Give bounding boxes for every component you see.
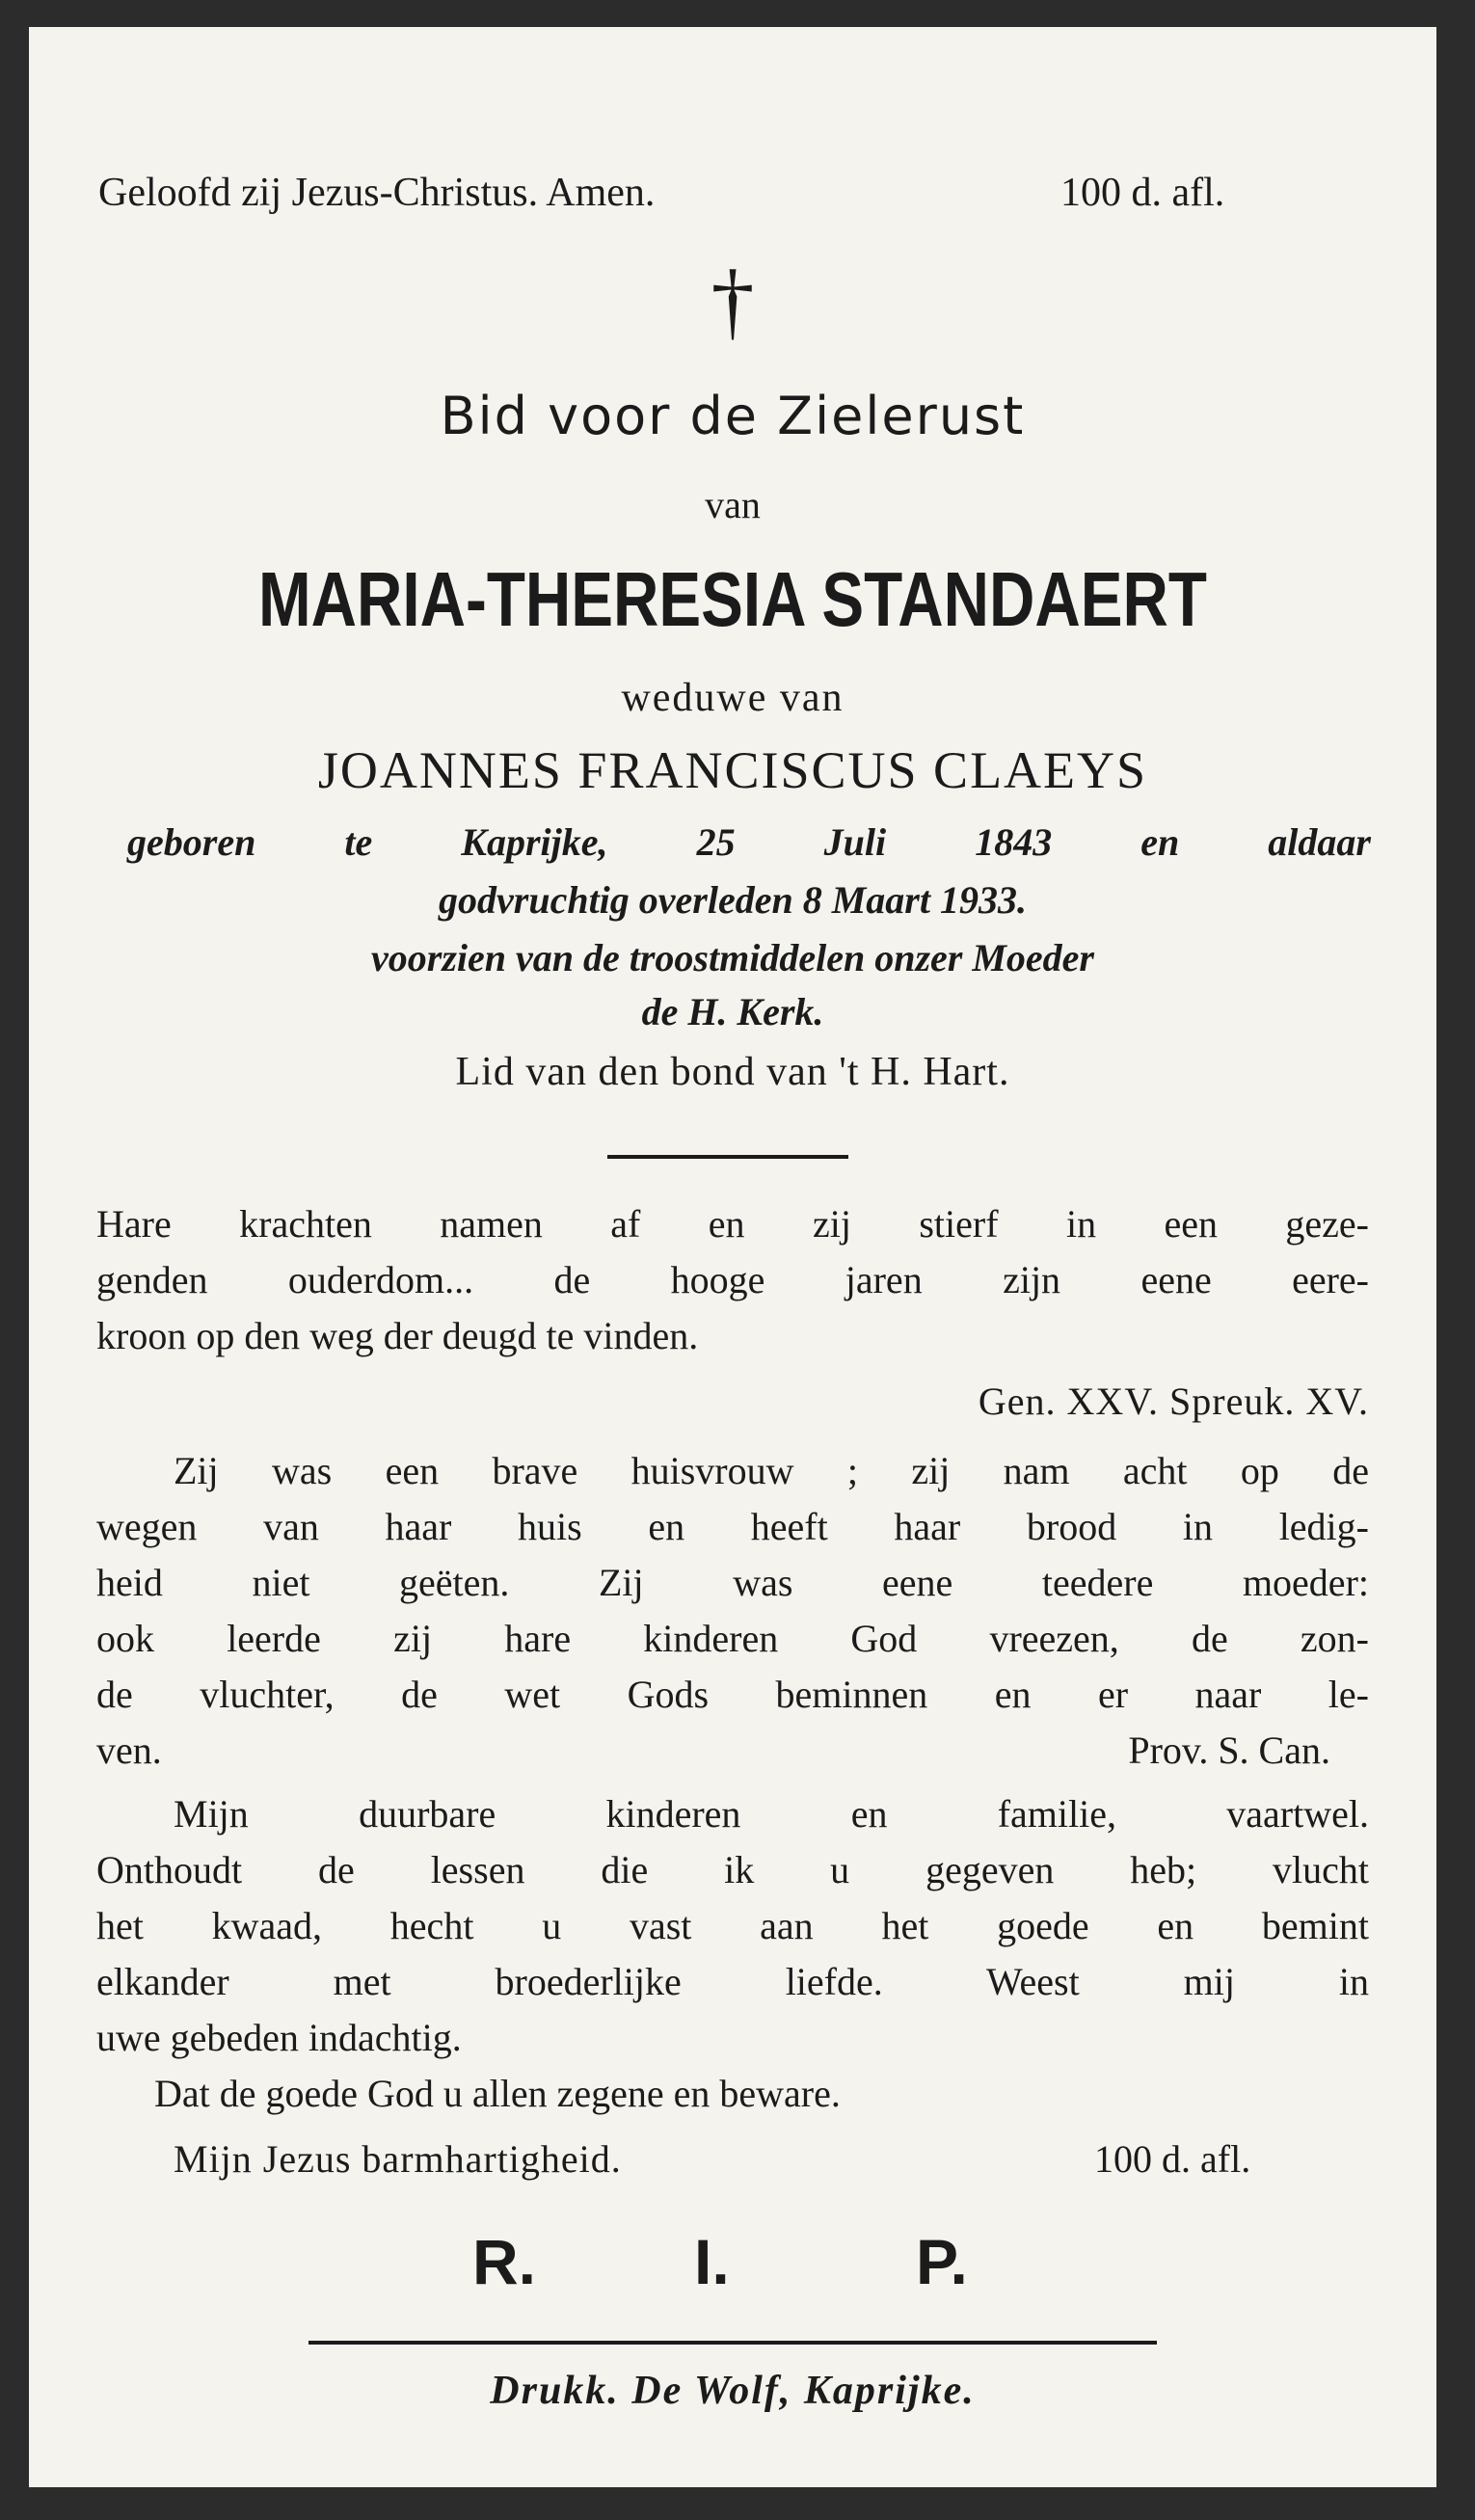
verse2-line-3: heid niet geëten. Zij was eene teedere moeder: <box>96 1561 1369 1604</box>
header-invocation: Geloofd zij Jezus-Christus. Amen. <box>98 171 656 215</box>
verse1-line-1: Hare krachten namen af en zij stierf in een geze- <box>96 1202 1369 1246</box>
rip-r: R. <box>472 2226 536 2297</box>
details-line-1: geboren te Kaprijke, 25 Juli 1843 en aldaar <box>127 820 1371 864</box>
prayer-request: Bid voor de Zielerust <box>440 386 1026 446</box>
short-divider <box>607 1155 848 1159</box>
details-line-3: voorzien van de troostmiddelen onzer Moeder <box>371 936 1094 979</box>
farewell-line-2: Onthoudt de lessen die ik u gegeven heb; vlucht <box>96 1848 1369 1891</box>
verse2-line-2: wegen van haar huis en heeft haar brood in ledig- <box>96 1505 1369 1548</box>
verse2-line-5: de vluchter, de wet Gods beminnen en er naar le- <box>96 1673 1369 1716</box>
details-line-4: de H. Kerk. <box>641 990 824 1033</box>
cross-icon: † <box>711 254 755 349</box>
farewell-line-1: Mijn duurbare kinderen en familie, vaartwel. <box>174 1792 1369 1836</box>
van-label: van <box>705 483 761 526</box>
farewell-line-5: uwe gebeden indachtig. <box>96 2016 462 2059</box>
spouse-name: JOANNES FRANCISCUS CLAEYS <box>317 741 1148 799</box>
printer-credit: Drukk. De Wolf, Kaprijke. <box>490 2369 976 2413</box>
header-indulgence: 100 d. afl. <box>1060 171 1225 215</box>
farewell-line-4: elkander met broederlijke liefde. Weest mij in <box>96 1960 1369 2003</box>
farewell-line-6: Dat de goede God u allen zegene en beware. <box>154 2072 841 2115</box>
deceased-name: MARIA-THERESIA STANDAERT <box>258 556 1207 642</box>
rip-p: P. <box>916 2226 968 2297</box>
rip-i: I. <box>694 2226 730 2297</box>
details-line-5: Lid van den bond van 't H. Hart. <box>455 1050 1010 1094</box>
verse2-line-4: ook leerde zij hare kinderen God vreezen, de zon- <box>96 1617 1369 1660</box>
bottom-divider <box>308 2341 1157 2345</box>
verse1-line-3: kroon op den weg der deugd te vinden. <box>96 1314 699 1357</box>
verse2-line-1: Zij was een brave huisvrouw ; zij nam acht op de <box>174 1449 1369 1492</box>
verse1-reference: Gen. XXV. Spreuk. XV. <box>978 1380 1369 1423</box>
farewell-line-3: het kwaad, hecht u vast aan het goede en bemint <box>96 1904 1369 1947</box>
verse1-line-2: genden ouderdom... de hooge jaren zijn eene eere- <box>96 1258 1369 1301</box>
closing-prayer: Mijn Jezus barmhartigheid. <box>174 2137 622 2181</box>
closing-indulgence: 100 d. afl. <box>1094 2137 1251 2181</box>
verse2-reference: Prov. S. Can. <box>1128 1729 1330 1772</box>
details-line-2: godvruchtig overleden 8 Maart 1933. <box>439 878 1027 922</box>
verse2-line-6: ven. <box>96 1729 162 1772</box>
memorial-card <box>29 27 1436 2487</box>
widow-of-label: weduwe van <box>621 676 845 720</box>
